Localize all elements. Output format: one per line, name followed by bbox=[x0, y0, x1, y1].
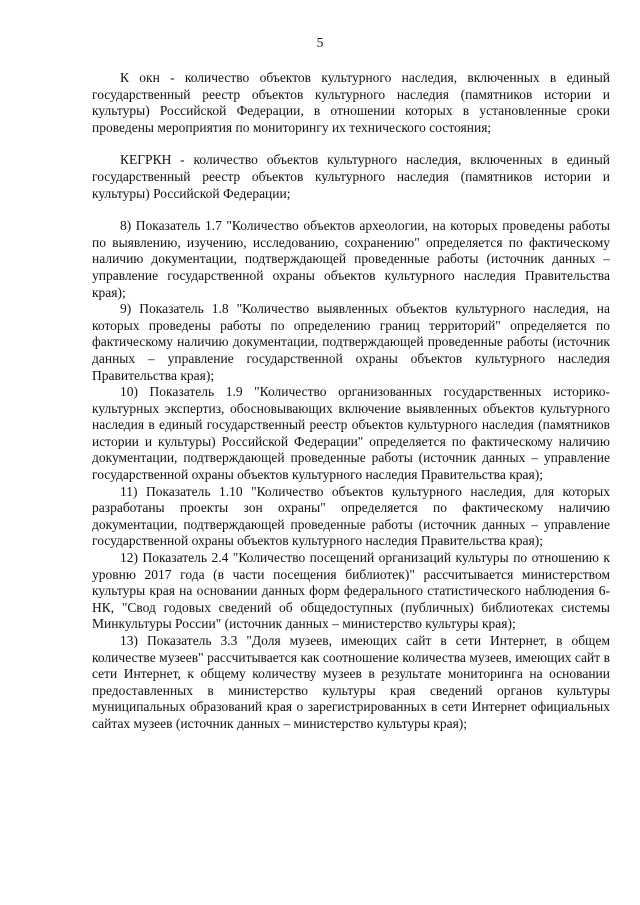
document-body bbox=[92, 70, 610, 733]
indicator-paragraph: 12) Показатель 2.4 "Количество посещений организаций культуры по отношению к уровню 2017 года (в части посещения библиотек)" рассчитывается министерством культуры края на основании данных форм федерального статистического наблюдения 6-НК, "Свод годовых сведений об общедоступных (публичных) библиотеках системы Минкультуры России" (источник данных – министерство культуры края); bbox=[92, 550, 610, 632]
formula-variable-definition: КЕГРКН - количество объектов культурного наследия, включенных в единый государственный реестр объектов культурного наследия (памятников истории и культуры) Российской Федерации; bbox=[92, 152, 610, 201]
indicator-paragraph: 8) Показатель 1.7 "Количество объектов археологии, на которых проведены работы по выявлению, изучению, исследованию, сохранению" определяется по фактическому наличию документации, подтверждающей проведенные работы (источник данных – управление государственной охраны объектов культурного наследия Правительства края); bbox=[92, 218, 610, 300]
formula-variable-definition: К окн - количество объектов культурного наследия, включенных в единый государственный реестр объектов культурного наследия (памятников истории и культуры) Российской Федерации, в отношении которых в установленные сроки проведены мероприятия по мониторингу их технического состояния; bbox=[92, 70, 610, 135]
page-number: 5 bbox=[316, 35, 324, 50]
indicator-paragraph: 10) Показатель 1.9 "Количество организованных государственных историко-культурных экспертиз, обосновывающих включение выявленных объектов культурного наследия в единый государственный реестр объектов культурного наследия (памятников истории и культуры) Российской Федерации" определяется по фактическому наличию документации, подтверждающей проведенные работы (источник данных – управление государственной охраны объектов культурного наследия Правительства края); bbox=[92, 384, 610, 483]
indicator-paragraph: 11) Показатель 1.10 "Количество объектов культурного наследия, для которых разработаны проекты зон охраны" определяется по фактическому наличию документации, подтверждающей проведенные работы (источник данных – управление государственной охраны объектов культурного наследия Правительства края); bbox=[92, 483, 610, 549]
indicator-paragraph: 9) Показатель 1.8 "Количество выявленных объектов культурного наследия, на которых проведены работы по определению границ территорий" определяется по фактическому наличию документации, подтверждающей проведенные работы (источник данных – управление государственной охраны объектов культурного наследия Правительства края); bbox=[92, 301, 610, 383]
indicator-paragraph: 13) Показатель 3.3 "Доля музеев, имеющих сайт в сети Интернет, в общем количестве музеев" рассчитывается как соотношение количества музеев, имеющих сайт в сети Интернет, к общему количеству музеев в результате мониторинга на основании предоставленных в министерство культуры края сведений органов культуры муниципальных образований края о зарегистрированных в сети Интернет официальных сайтах музеев (источник данных – министерство культуры края); bbox=[92, 633, 610, 731]
